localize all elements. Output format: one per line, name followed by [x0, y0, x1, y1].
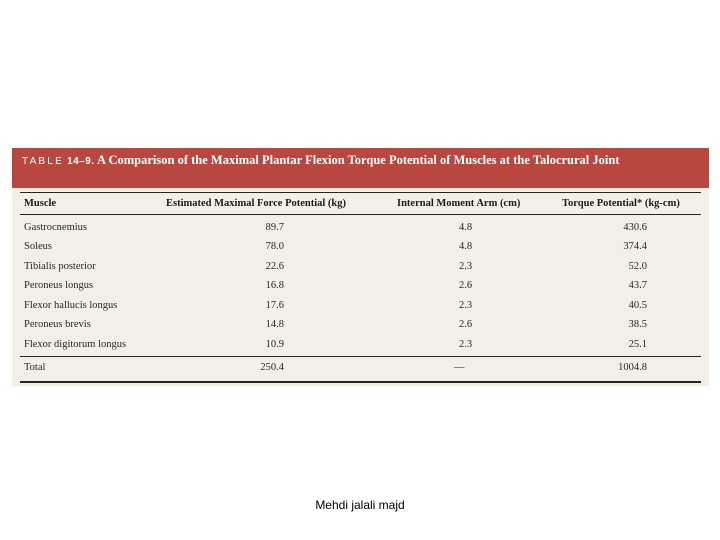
cell-torque: 374.4 — [623, 241, 647, 252]
cell-torque: 430.6 — [623, 222, 647, 233]
total-rule — [20, 356, 701, 357]
table-label: TABLE — [22, 156, 64, 167]
table-title — [22, 152, 692, 170]
cell-force: 16.8 — [265, 280, 284, 291]
cell-total-moment-arm: — — [454, 362, 465, 373]
cell-muscle: Peroneus longus — [24, 280, 94, 291]
column-header-moment-arm: Internal Moment Arm (cm) — [397, 198, 521, 209]
cell-force: 14.8 — [265, 319, 284, 330]
cell-total-force: 250.4 — [260, 362, 284, 373]
cell-force: 89.7 — [265, 222, 284, 233]
table-image — [12, 148, 709, 386]
cell-total-torque: 1004.8 — [618, 362, 647, 373]
cell-moment-arm: 2.6 — [459, 280, 473, 291]
cell-muscle: Tibialis posterior — [24, 261, 96, 272]
cell-force: 17.6 — [265, 300, 284, 311]
table-title-bar — [12, 148, 709, 188]
cell-moment-arm: 2.6 — [459, 319, 473, 330]
top-rule — [20, 192, 701, 193]
cell-muscle: Flexor hallucis longus — [24, 300, 118, 311]
cell-torque: 52.0 — [628, 261, 647, 272]
cell-moment-arm: 2.3 — [459, 339, 473, 350]
cell-total-label: Total — [24, 362, 46, 373]
cell-torque: 25.1 — [628, 339, 647, 350]
slide-caption: Mehdi jalali majd — [315, 498, 405, 512]
cell-torque: 43.7 — [628, 280, 647, 291]
header-rule — [20, 214, 701, 215]
cell-moment-arm: 4.8 — [459, 222, 473, 233]
cell-force: 10.9 — [265, 339, 284, 350]
cell-force: 22.6 — [265, 261, 284, 272]
cell-moment-arm: 4.8 — [459, 241, 473, 252]
cell-force: 78.0 — [265, 241, 284, 252]
cell-moment-arm: 2.3 — [459, 261, 473, 272]
cell-muscle: Soleus — [24, 241, 53, 252]
cell-muscle: Peroneus brevis — [24, 319, 91, 330]
cell-muscle: Flexor digitorum longus — [24, 339, 127, 350]
table-number: 14–9. — [67, 156, 95, 167]
column-header-force: Estimated Maximal Force Potential (kg) — [166, 198, 347, 209]
cell-torque: 38.5 — [628, 319, 647, 330]
table-title-text: A Comparison of the Maximal Plantar Flexion Torque Potential of Muscles at the Talocrural Joint — [97, 153, 620, 167]
cell-moment-arm: 2.3 — [459, 300, 473, 311]
bottom-rule — [20, 381, 701, 383]
cell-muscle: Gastrocnemius — [24, 222, 87, 233]
column-header-torque: Torque Potential* (kg-cm) — [562, 198, 680, 209]
cell-torque: 40.5 — [628, 300, 647, 311]
column-header-muscle: Muscle — [24, 198, 57, 209]
